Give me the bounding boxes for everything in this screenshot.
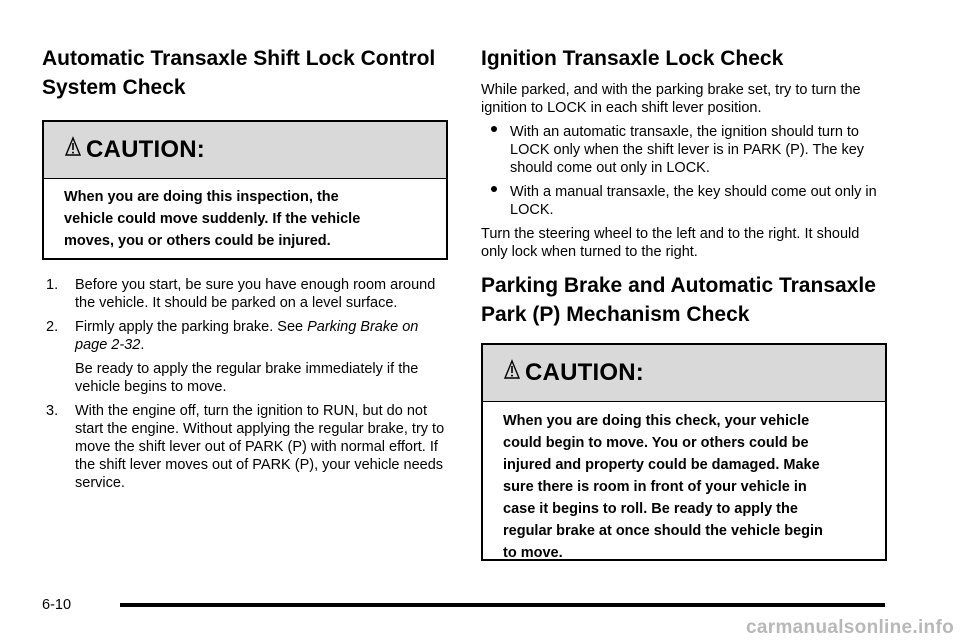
footer-divider [120,603,885,607]
step-number: 3. [46,403,59,419]
step-text: Before you start, be sure you have enough room around the vehicle. It should be parked on a level surface. [75,277,436,311]
step-number: 1. [46,277,59,293]
list-item [481,123,887,177]
caution-line: regular brake at once should the vehicle begin [503,523,823,539]
caution-icon [503,358,525,389]
caution-text [483,402,885,564]
step-text-suffix: . [140,337,145,353]
bullet-text: With an automatic transaxle, the ignition should turn to LOCK only when the shift lever is in PARK (P). The key should come out only in LOCK. [510,124,865,176]
caution-box-park [481,343,887,561]
bullet-list [481,123,887,219]
list-item [42,360,448,396]
bullet-text: With a manual transaxle, the key should come out only in LOCK. [510,184,877,218]
caution-line: vehicle could move suddenly. If the vehicle [64,211,361,227]
intro-paragraph: While parked, and with the parking brake set, try to turn the ignition to LOCK in each shift lever position. [481,82,861,116]
section-heading-ignition-lock: Ignition Transaxle Lock Check [481,47,784,70]
section-heading-park-mechanism: Parking Brake and Automatic Transaxle Park (P) Mechanism Check [481,274,876,326]
caution-line: to move. [503,545,563,561]
step-text: With the engine off, turn the ignition to RUN, but do not start the engine. Without applying the regular brake, try to move the shift lever out of PARK (P) with normal effort. If the shift lever moves out of PARK (P), your vehicle needs service. [75,403,445,491]
list-item [42,402,448,492]
right-column [481,44,887,561]
list-item [42,318,448,354]
caution-line: case it begins to roll. Be ready to apply the [503,501,798,517]
caution-header [44,122,446,179]
caution-title: CAUTION: [86,136,205,163]
list-item [481,183,887,219]
step-text: Firmly apply the parking brake. See [75,319,308,335]
caution-box-shift-lock [42,120,448,260]
caution-header [483,345,885,402]
section-heading-shift-lock: Automatic Transaxle Shift Lock Control System Check [42,47,436,99]
caution-icon [64,135,86,166]
steering-paragraph: Turn the steering wheel to the left and to the right. It should only lock when turned to the right. [481,226,860,260]
steps-list [42,276,448,492]
bullet-icon [491,126,497,132]
caution-title: CAUTION: [525,359,644,386]
step-number: 2. [46,319,59,335]
cross-reference-link[interactable]: Parking Brake on page 2-32 [75,319,419,353]
bullet-icon [491,186,497,192]
caution-text [44,179,446,252]
caution-line: could begin to move. You or others could be [503,435,809,451]
caution-line: injured and property could be damaged. Make [503,457,820,473]
caution-line: sure there is room in front of your vehicle in [503,479,807,495]
watermark: carmanualsonline.info [746,617,954,638]
page-number: 6-10 [42,597,72,613]
left-column [42,44,448,498]
caution-line: When you are doing this check, your vehicle [503,413,810,429]
caution-line: moves, you or others could be injured. [64,233,331,249]
step-text: Be ready to apply the regular brake immediately if the vehicle begins to move. [75,361,419,395]
caution-line: When you are doing this inspection, the [64,189,339,205]
list-item [42,276,448,312]
